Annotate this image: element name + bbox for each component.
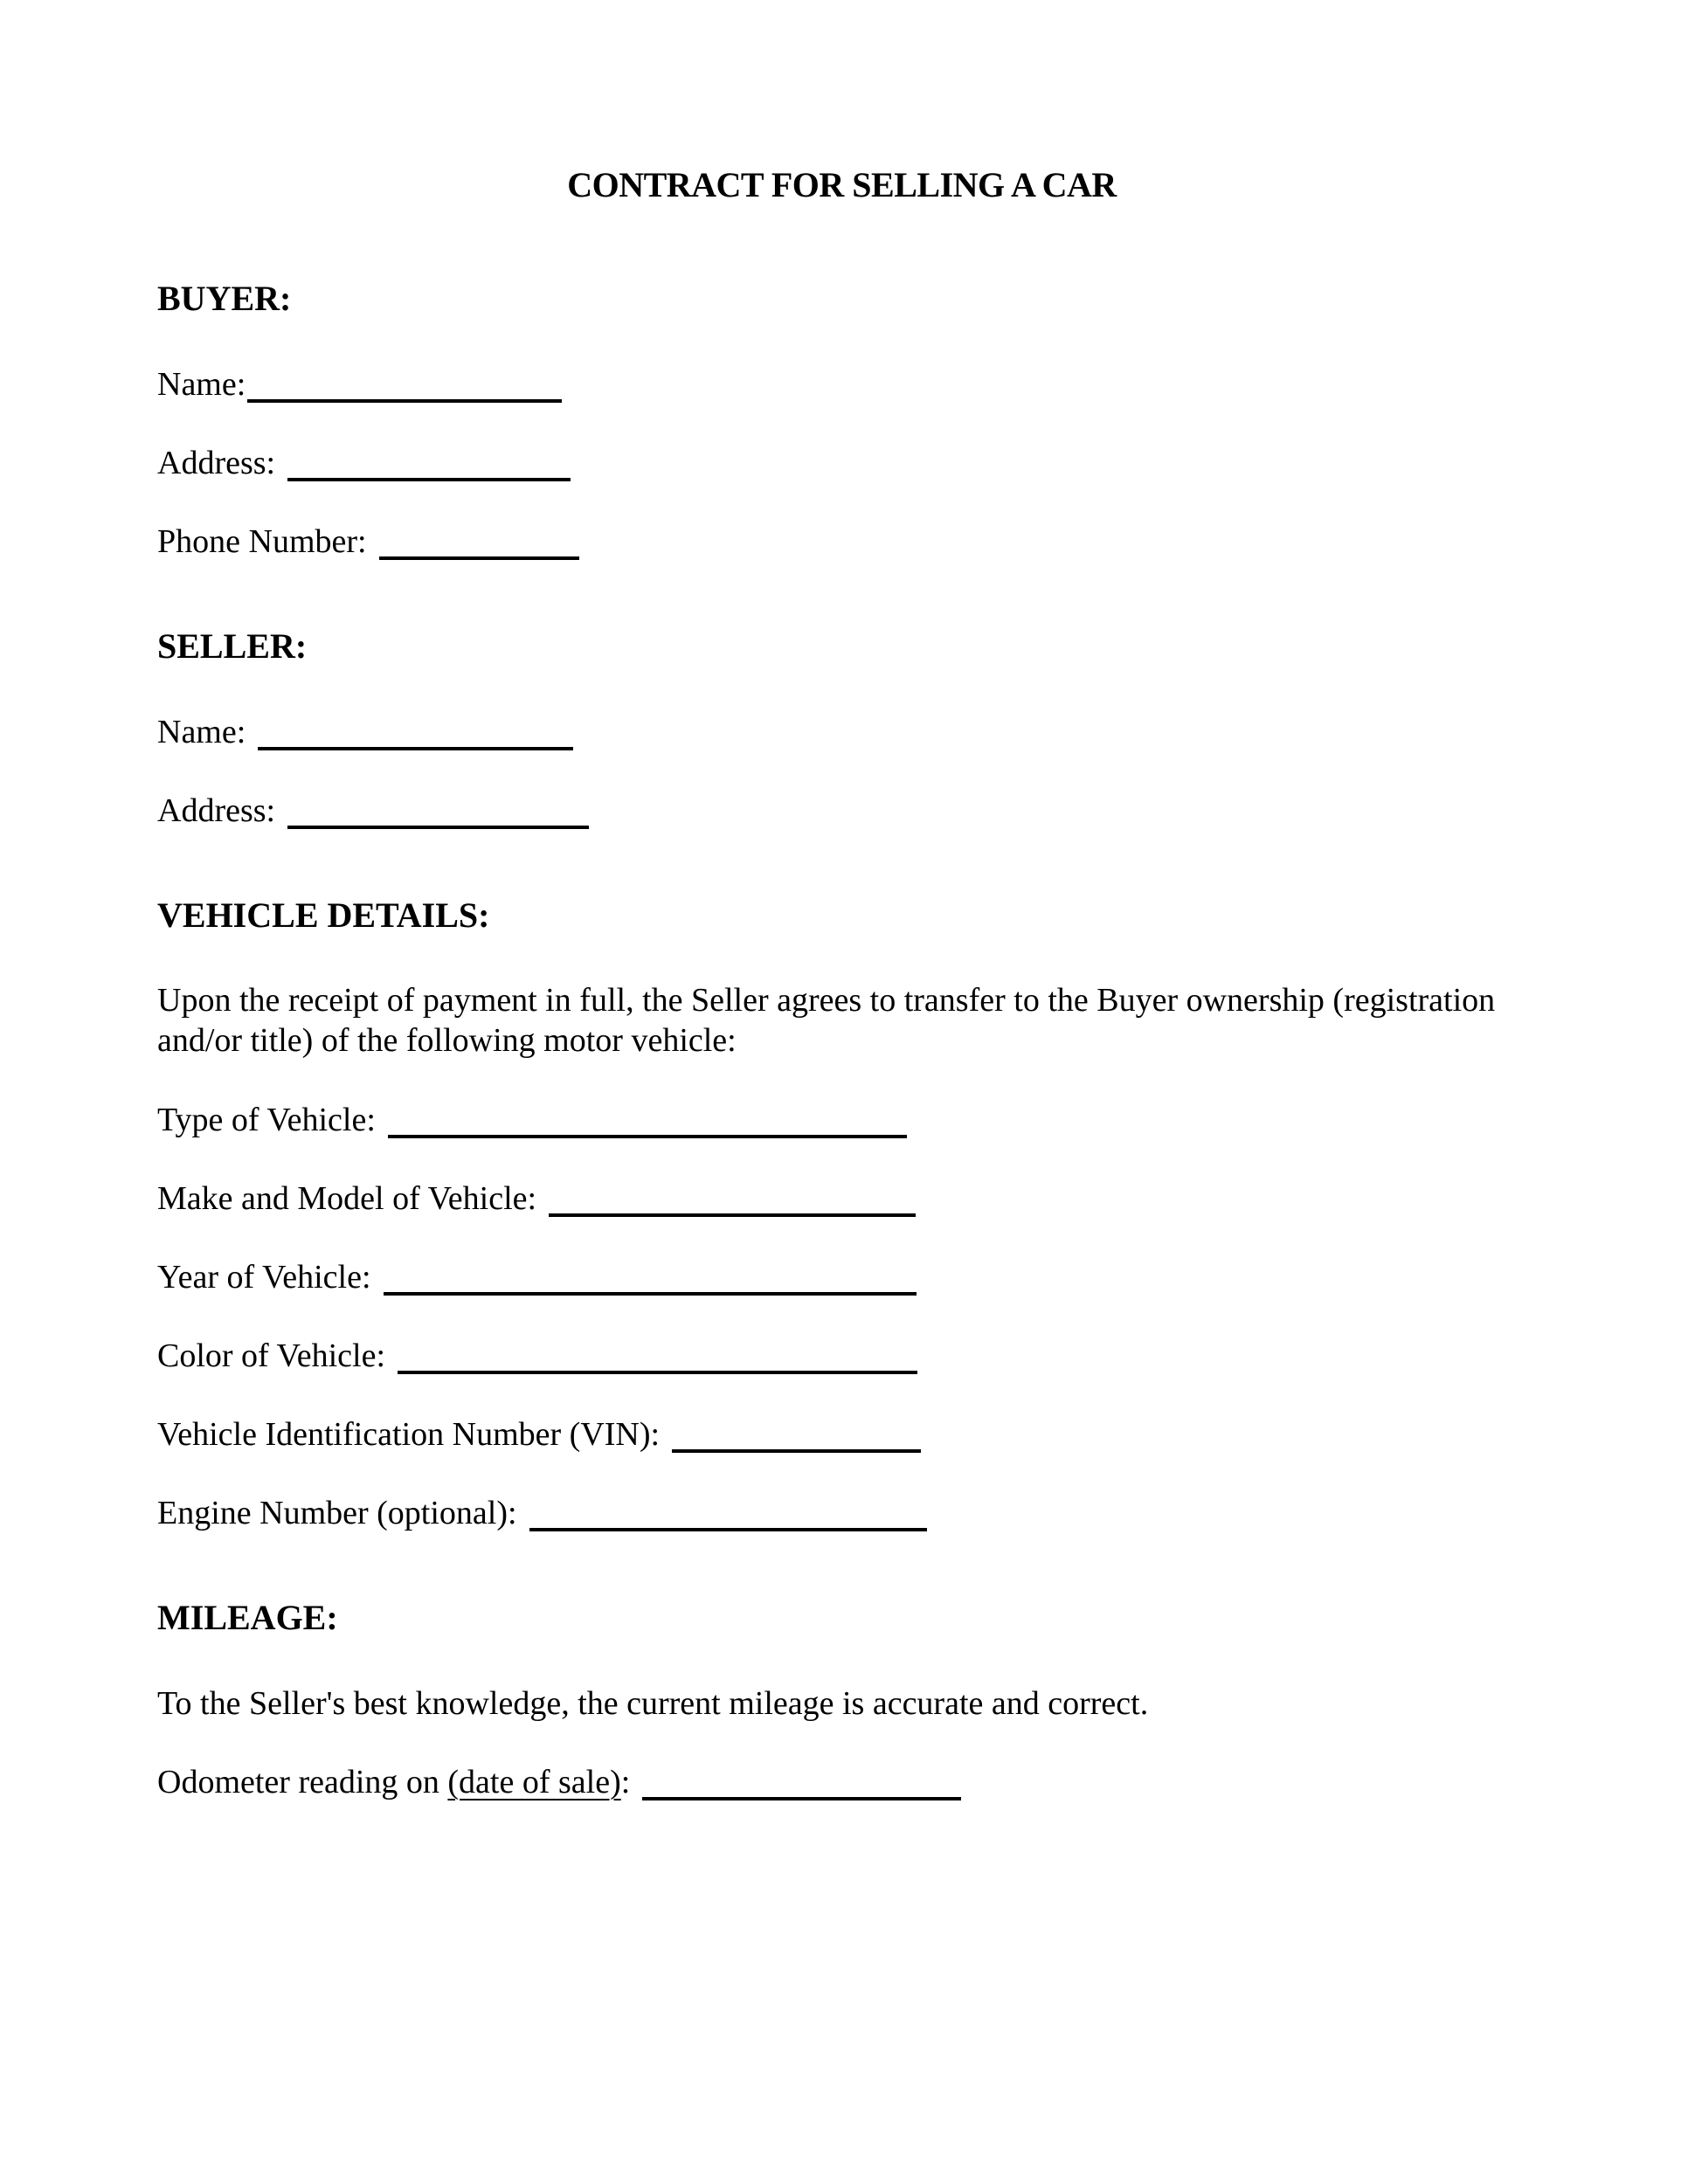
buyer-name-row xyxy=(157,363,1526,405)
buyer-address-blank[interactable] xyxy=(287,478,571,481)
buyer-phone-row xyxy=(157,521,1526,563)
page-title: CONTRACT FOR SELLING A CAR xyxy=(567,165,1117,204)
buyer-address-row xyxy=(157,442,1526,484)
odometer-label-prefix: Odometer reading on xyxy=(157,1764,448,1800)
vehicle-type-blank[interactable] xyxy=(388,1135,907,1138)
seller-name-blank[interactable] xyxy=(258,747,573,750)
buyer-name-blank[interactable] xyxy=(247,399,562,403)
vehicle-type-row xyxy=(157,1099,1526,1141)
seller-heading: SELLER: xyxy=(157,626,308,666)
odometer-row xyxy=(157,1761,1526,1803)
vehicle-color-blank[interactable] xyxy=(398,1371,917,1374)
buyer-section xyxy=(157,278,1526,563)
mileage-statement: To the Seller's best knowledge, the current mileage is accurate and correct. xyxy=(157,1685,1149,1722)
seller-name-row xyxy=(157,711,1526,753)
buyer-heading: BUYER: xyxy=(157,279,292,318)
vehicle-make-model-blank[interactable] xyxy=(549,1213,916,1217)
seller-address-row xyxy=(157,790,1526,832)
odometer-date-of-sale-underlined: (date of sale) xyxy=(447,1764,621,1800)
vehicle-engine-blank[interactable] xyxy=(529,1528,927,1531)
seller-section xyxy=(157,625,1526,832)
mileage-heading: MILEAGE: xyxy=(157,1598,338,1637)
vehicle-type-label: Type of Vehicle: xyxy=(157,1102,376,1138)
buyer-address-label: Address: xyxy=(157,445,276,481)
vehicle-engine-label: Engine Number (optional): xyxy=(157,1495,517,1531)
mileage-statement-row xyxy=(157,1683,1526,1724)
vehicle-intro-line2: and/or title) of the following motor vehicle: xyxy=(157,1022,737,1059)
vehicle-year-label: Year of Vehicle: xyxy=(157,1259,371,1296)
seller-name-label: Name: xyxy=(157,714,246,750)
vehicle-intro-line1: Upon the receipt of payment in full, the Seller agrees to transfer to the Buyer ownership (registration xyxy=(157,982,1496,1019)
mileage-section xyxy=(157,1597,1526,1803)
vehicle-vin-row xyxy=(157,1413,1526,1455)
vehicle-color-label: Color of Vehicle: xyxy=(157,1337,386,1374)
vehicle-year-row xyxy=(157,1256,1526,1298)
buyer-phone-blank[interactable] xyxy=(379,556,579,560)
buyer-name-label: Name: xyxy=(157,366,246,403)
vehicle-engine-row xyxy=(157,1492,1526,1534)
vehicle-details-heading: VEHICLE DETAILS: xyxy=(157,895,490,935)
vehicle-vin-blank[interactable] xyxy=(672,1449,921,1453)
vehicle-make-model-row xyxy=(157,1178,1526,1220)
vehicle-intro-paragraph xyxy=(157,980,1526,1061)
buyer-phone-label: Phone Number: xyxy=(157,523,367,560)
vehicle-year-blank[interactable] xyxy=(384,1292,917,1296)
vehicle-details-section xyxy=(157,895,1526,1534)
odometer-label-suffix: : xyxy=(620,1764,631,1800)
vehicle-make-model-label: Make and Model of Vehicle: xyxy=(157,1180,537,1217)
odometer-reading-blank[interactable] xyxy=(642,1797,961,1800)
vehicle-color-row xyxy=(157,1335,1526,1377)
seller-address-blank[interactable] xyxy=(287,826,589,829)
vehicle-vin-label: Vehicle Identification Number (VIN): xyxy=(157,1416,661,1453)
seller-address-label: Address: xyxy=(157,792,276,829)
